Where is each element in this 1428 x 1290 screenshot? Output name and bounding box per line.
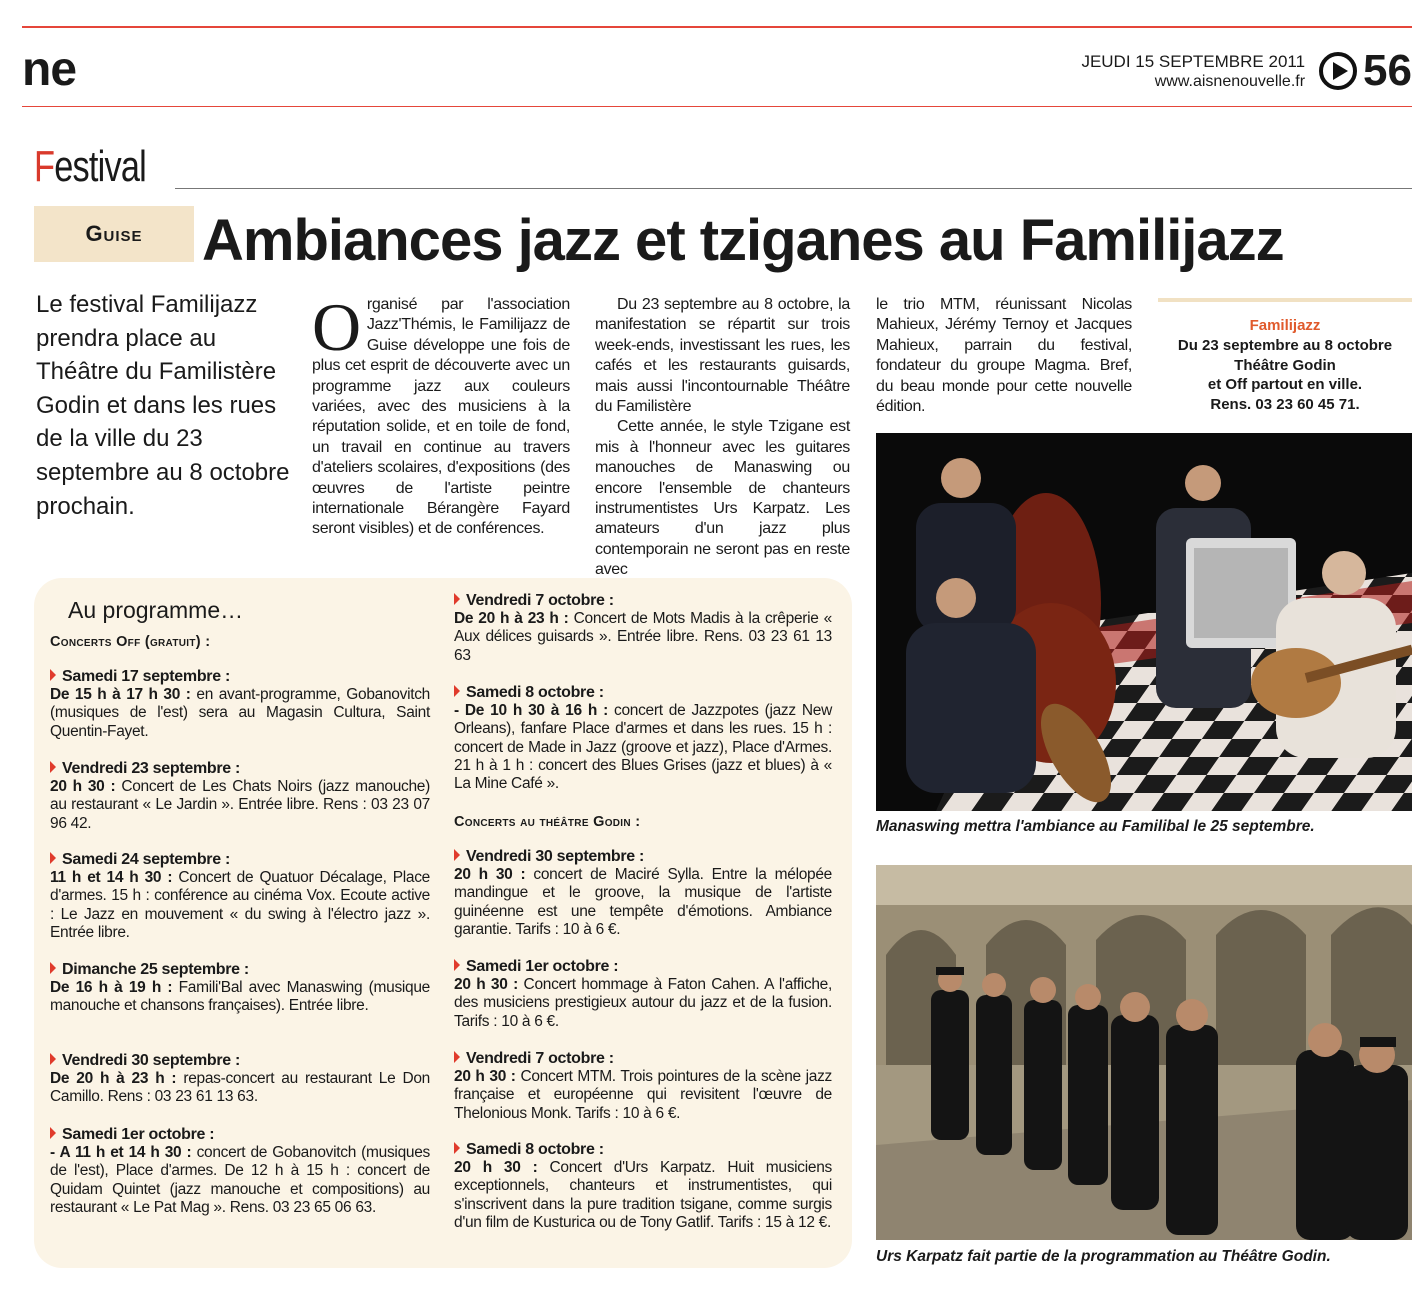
event-time: De 15 h à 17 h 30 : (50, 686, 191, 704)
event-date: Vendredi 30 septembre : (454, 848, 832, 866)
photo-caption-2: Urs Karpatz fait partie de la programmation au Théâtre Godin. (876, 1248, 1331, 1265)
section-title (34, 142, 146, 192)
info-phone: Rens. 03 23 60 45 71. (1210, 395, 1360, 413)
programme-title: Au programme… (68, 597, 244, 623)
info-title: Familijazz (1249, 317, 1321, 334)
event-time: De 16 h à 19 h : (50, 979, 173, 997)
header-right (1081, 40, 1412, 102)
event-time: 20 h 30 : (454, 976, 518, 994)
event-time: 11 h et 14 h 30 : (50, 869, 173, 887)
event-item (50, 1052, 430, 1107)
photo-caption-1: Manaswing mettra l'ambiance au Familibal le 25 septembre. (876, 818, 1315, 835)
event-text: concert de Gobanovitch (musiques de l'est), Place d'armes. De 12 h à 15 h : concert de Quidam Quintet (jazz manouche et compositions) au restaurant « Le Pat Mag ». Rens. 03 23 65 06 63. (50, 1144, 430, 1216)
event-date: Samedi 8 octobre : (454, 1141, 832, 1159)
photo-urs-karpatz (876, 865, 1412, 1240)
event-time: - A 11 h et 14 h 30 : (50, 1144, 192, 1162)
article-paragraph-3: Cette année, le style Tzigane est mis à l'honneur avec les guitares manouches de Manaswing ou encore l'ensemble de chanteurs instrumentistes Urs Karpatz. Les amateurs d'un jazz plus contemporain ne seront pas en reste avec (595, 418, 850, 579)
event-text: en avant-programme, Gobanovitch (musiques de l'est) sera au Magasin Cultura, Saint Quentin-Fayet. (50, 686, 430, 740)
event-date: Samedi 1er octobre : (454, 958, 832, 976)
event-date: Vendredi 7 octobre : (454, 1050, 832, 1068)
paragraph-1-text: rganisé par l'association Jazz'Thémis, le Familijazz de Guise développe une fois de plus cet esprit de découverte avec un programme jazz aux couleurs variées, avec des musiciens à la réputation solide, et en toile de fond, un travail en continue au travers d'ateliers scolaires, d'expositions (des œuvres de l'artiste peintre internationale Bérangère Fayard seront visibles) et de conférences. (312, 296, 570, 538)
info-off: et Off partout en ville. (1207, 376, 1363, 393)
event-time: 20 h 30 : (454, 866, 526, 884)
kicker-location: Guise (85, 221, 143, 246)
event-item (50, 760, 430, 833)
top-rule (22, 26, 1412, 28)
event-item (454, 1141, 832, 1232)
event-date: Samedi 8 octobre : (454, 684, 832, 702)
event-date: Vendredi 30 septembre : (50, 1052, 430, 1070)
event-date: Vendredi 23 septembre : (50, 760, 430, 778)
event-text: Concert de Les Chats Noirs (jazz manouche) au restaurant « Le Jardin ». Entrée libre. Rens : 03 23 07 96 42. (50, 778, 430, 832)
header-rule (22, 106, 1412, 107)
play-circle-icon (1319, 52, 1357, 90)
event-time: 20 h 30 : (454, 1068, 516, 1086)
event-date: Samedi 17 septembre : (50, 668, 430, 686)
issue-date: JEUDI 15 SEPTEMBRE 2011 (1081, 51, 1306, 71)
event-date: Samedi 24 septembre : (50, 851, 430, 869)
photo-manaswing-image (876, 433, 1412, 811)
info-dates: Du 23 septembre au 8 octobre (1177, 337, 1393, 354)
article-column-3 (876, 295, 1132, 417)
event-time: De 20 h à 23 h : (50, 1070, 177, 1088)
event-item (50, 1126, 430, 1217)
event-item (454, 1050, 832, 1123)
website-url[interactable]: www.aisnenouvelle.fr (1154, 72, 1306, 90)
event-text: repas-concert au restaurant Le Don Camillo. Rens : 03 23 61 13 63. (50, 1070, 430, 1106)
article-column-1 (312, 289, 570, 540)
event-date: Samedi 1er octobre : (50, 1126, 430, 1144)
concerts-theatre-title: Concerts au théâtre Godin : (454, 814, 641, 830)
event-item (454, 684, 832, 793)
newspaper-brand: ne (22, 43, 77, 96)
article-paragraph-1 (312, 289, 570, 540)
event-time: De 20 h à 23 h : (454, 610, 569, 628)
article-paragraph-4: le trio MTM, réunissant Nicolas Mahieux, Jérémy Ternoy et Jacques Mahieux, parrain du festival, fondateur du groupe Magma. Bref, du beau monde pour cette nouvelle édition. (876, 296, 1132, 416)
header-dates (1081, 51, 1305, 92)
lead-paragraph: Le festival Familijazz prendra place au Théâtre du Familistère Godin et dans les rues de la ville du 23 septembre au 8 octobre prochain. (36, 291, 290, 520)
event-text: Concert MTM. Trois pointures de la scène jazz française et européenne qui revisitent l'œuvre de Thelonious Monk. Tarifs : 10 à 6 €. (454, 1068, 832, 1122)
kicker-box (34, 206, 194, 262)
event-text: Concert de Quatuor Décalage, Place d'armes. 15 h : conférence au cinéma Vox. Ecoute active : Le Jazz en mouvement « du swing à l'électro jazz ». Entrée libre. (50, 869, 430, 941)
event-text: Concert hommage à Faton Cahen. A l'affiche, des musiciens prestigieux autour du jazz et de la fusion. Tarifs : 10 à 6 €. (454, 976, 832, 1030)
page-header (22, 40, 1412, 102)
event-item (50, 668, 430, 741)
event-date: Vendredi 7 octobre : (454, 592, 832, 610)
page-number: 56 (1363, 46, 1412, 95)
event-text: concert de Jazzpotes (jazz New Orleans), fanfare Place d'armes et dans les rues. 15 h : concert de Made in Jazz (groove et jazz), Place d'Armes. 21 h à 1 h : concert des Blues Grises (jazz et blues) à « La Mine Café ». (454, 702, 832, 793)
event-time: 20 h 30 : (50, 778, 116, 796)
event-time: 20 h 30 : (454, 1159, 538, 1177)
info-box (1158, 298, 1412, 414)
concerts-off-title: Concerts Off (gratuit) : (50, 634, 211, 650)
event-text: Concert d'Urs Karpatz. Huit musiciens exceptionnels, chanteurs et instrumentistes, qui s'inscrivent dans la pure tradition tsigane, comme surgis d'un film de Kusturica ou de Tony Gatlif. Tarifs : 15 à 12 €. (454, 1159, 832, 1231)
event-item (454, 848, 832, 939)
event-time: - De 10 h 30 à 16 h : (454, 702, 608, 720)
event-item (50, 851, 430, 942)
article-paragraph-2: Du 23 septembre au 8 octobre, la manifestation se répartit sur trois week-ends, investissant les rues, les cafés et les restaurants guisards, mais aussi l'incontournable Théâtre du Familistère (595, 296, 850, 416)
event-text: Concert de Mots Madis à la crêperie « Aux délices guisards ». Entrée libre. Rens. 03 23 61 13 63 (454, 610, 832, 664)
event-date: Dimanche 25 septembre : (50, 961, 430, 979)
photo-manaswing (876, 433, 1412, 811)
event-item (454, 592, 832, 665)
section-first-letter: F (34, 142, 55, 191)
article-column-2 (595, 295, 850, 581)
event-text: Famili'Bal avec Manaswing (musique manouche et chansons françaises). Entrée libre. (50, 979, 430, 1015)
headline: Ambiances jazz et tziganes au Familijazz (202, 208, 1284, 273)
section-rule (175, 188, 1412, 189)
event-item (454, 958, 832, 1031)
info-venue: Théâtre Godin (1234, 356, 1336, 374)
photo-urs-karpatz-image (876, 865, 1412, 1240)
event-text: concert de Maciré Sylla. Entre la mélopée mandingue et le groove, la musique de l'artiste guinéenne est une tempête d'émotions. Ambiance garantie. Tarifs : 10 à 6 €. (454, 866, 832, 938)
section-rest: estival (54, 142, 147, 191)
drop-cap: O (312, 289, 361, 365)
event-item (50, 961, 430, 1016)
